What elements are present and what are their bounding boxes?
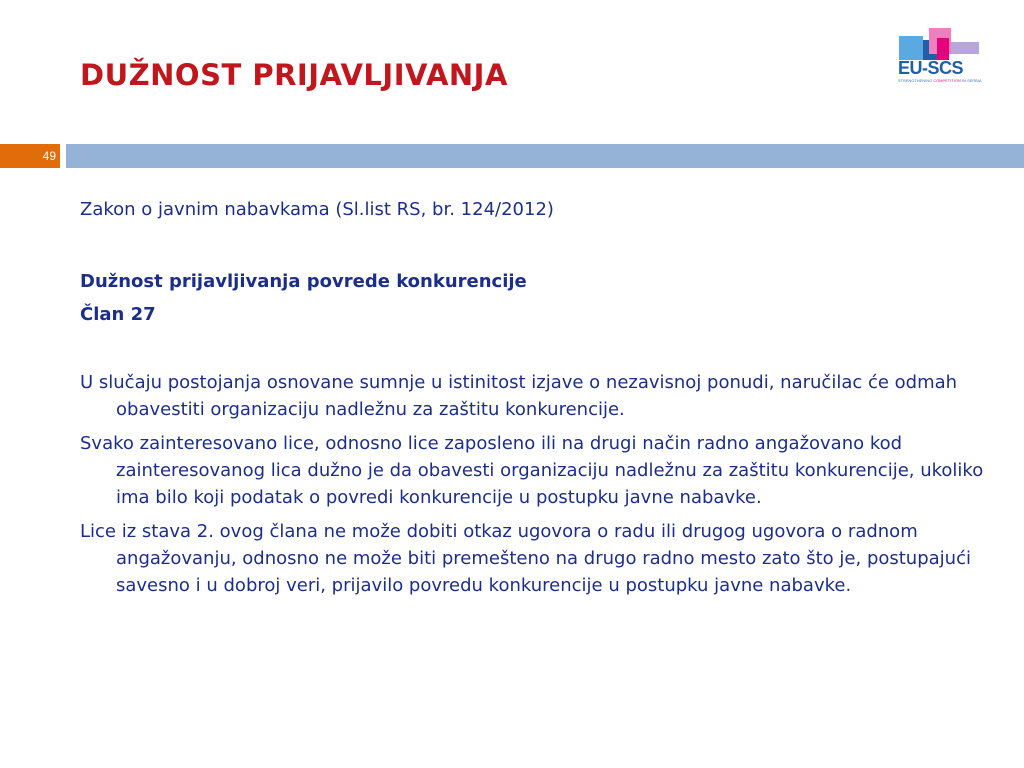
paragraph-1: U slučaju postojanja osnovane sumnje u istinitost izjave o nezavisnoj ponudi, naručilac će odmah obavestiti organizaciju nadležnu za zaštitu konkurencije. <box>80 372 958 420</box>
eu-scs-logo <box>896 28 982 84</box>
slide-content <box>80 196 990 606</box>
logo-tagline-prefix: STRENGTHENING <box>898 79 933 83</box>
page-number-box <box>0 144 60 168</box>
logo-tagline-suffix: IN SERBIA <box>962 79 982 83</box>
paragraph-2: Svako zainteresovano lice, odnosno lice zaposleno ili na drugi način radno angažovano kod zainteresovanog lica dužno je da obavesti organizaciju nadležnu za zaštitu konkurencije, ukoliko ima bilo koji podatak o povredi konkurencije u postupku javne nabavke. <box>80 433 984 508</box>
logo-tagline-accent: COMPETITION <box>933 79 961 83</box>
law-reference: Zakon o javnim nabavkama (Sl.list RS, br. 124/2012) <box>80 199 554 220</box>
paragraph-3: Lice iz stava 2. ovog člana ne može dobiti otkaz ugovora o radu ili drugog ugovora o radnom angažovanju, odnosno ne može biti premešteno na drugo radno mesto zato što je, postupajući savesno i u dobroj veri, prijavilo povredu konkurencije u postupku javne nabavke. <box>80 521 971 596</box>
slide-title: DUŽNOST PRIJAVLJIVANJA <box>80 58 508 92</box>
header-band <box>66 144 1024 168</box>
logo-tagline <box>898 79 982 83</box>
section-heading: Dužnost prijavljivanja povrede konkurencije <box>80 271 527 292</box>
logo-text: EU-SCS <box>898 58 964 78</box>
article-number: Član 27 <box>80 304 156 325</box>
logo-squares-graphic <box>896 28 982 60</box>
page-number: 49 <box>42 149 56 163</box>
